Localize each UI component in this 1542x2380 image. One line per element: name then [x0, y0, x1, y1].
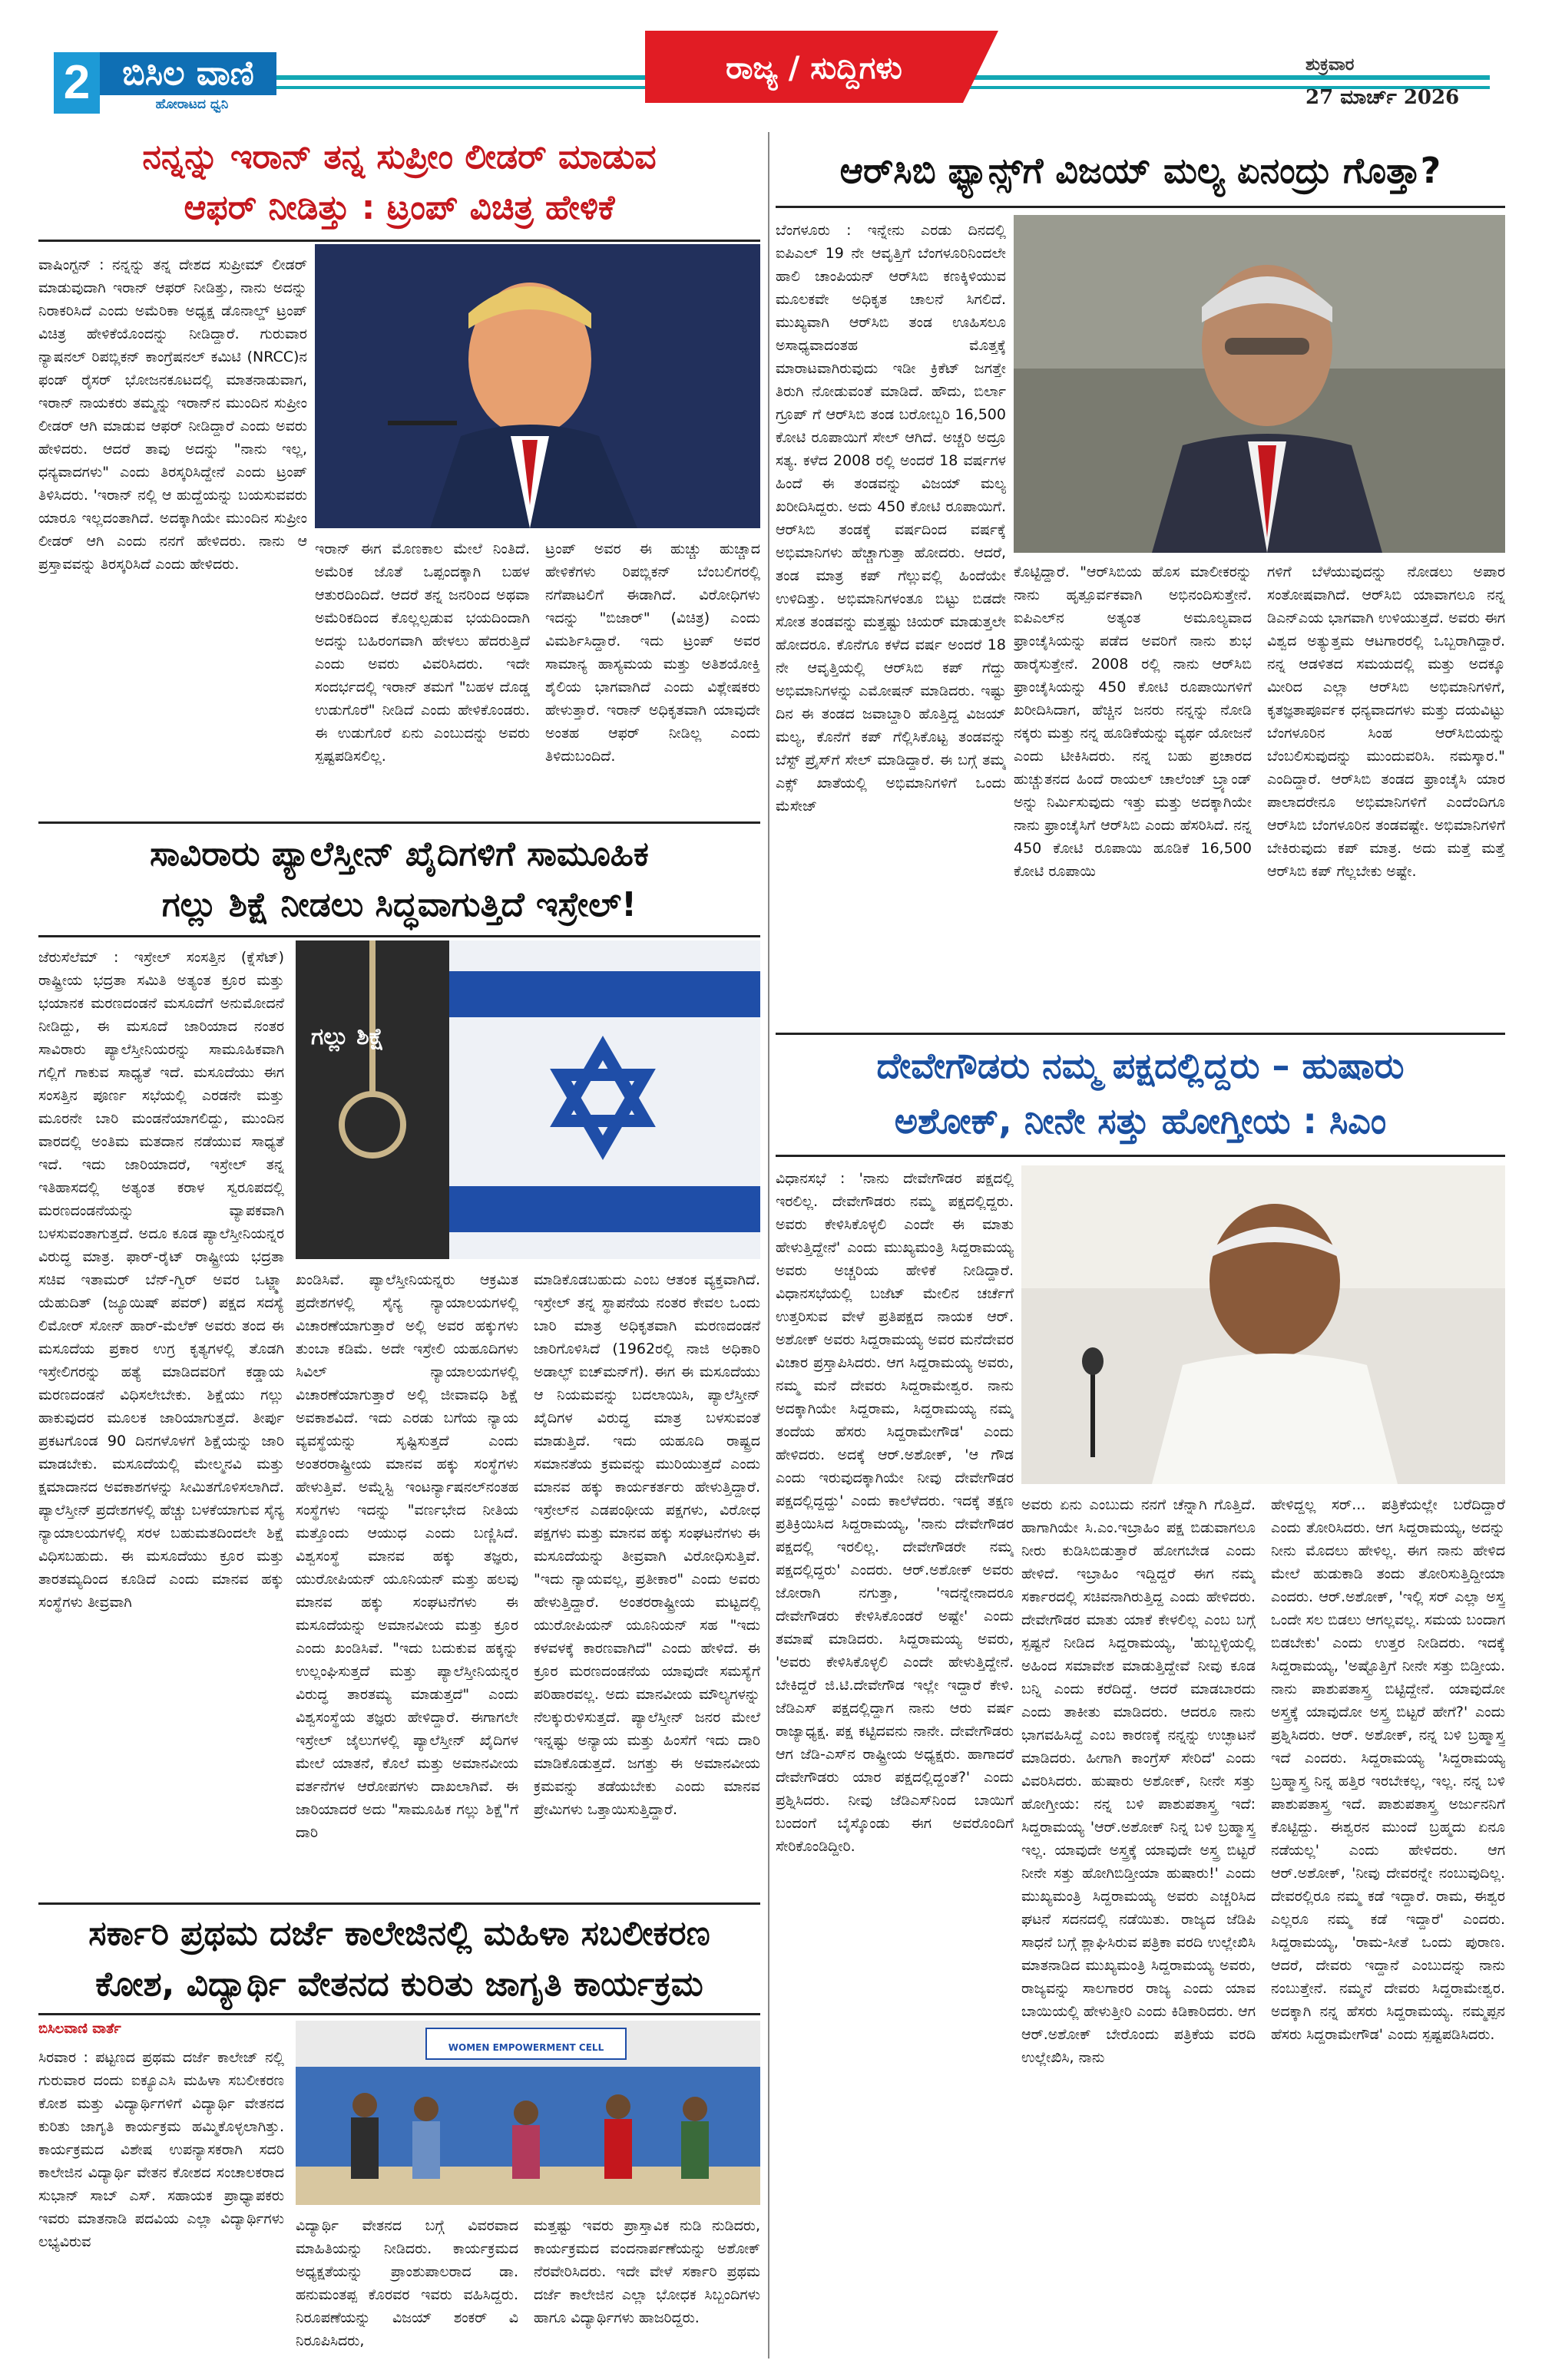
photo-caption: ಗಲ್ಲು ಶಿಕ್ಷೆ — [311, 1023, 385, 1050]
israel-flag-photo — [296, 940, 760, 1259]
issue-day: ಶುಕ್ರವಾರ — [1305, 55, 1355, 74]
story4-rule — [776, 1155, 1505, 1157]
story3-rule — [38, 935, 760, 937]
story3-col2: ಖಂಡಿಸಿವೆ. ಪ್ಯಾಲೆಸ್ತೀನಿಯನ್ನರು ಆಕ್ರಮಿತ ಪ್ರದೇಶಗಳಲ್ಲಿ ಸೈನ್ಯ ನ್ಯಾಯಾಲಯಗಳಲ್ಲಿ ವಿಚಾರಣೆಯಾಗುತ್ತಾರೆ ಅಲ್ಲಿ ಅವರ ಹಕ್ಕುಗಳು ತುಂಬಾ ಕಡಿಮೆ. ಅದೇ ಇಸ್ರೇಲಿ ಯಹೂದಿಗಳು ಸಿವಿಲ್ ನ್ಯಾಯಾಲಯಗಳಲ್ಲಿ ವಿಚಾರಣೆಯಾಗುತ್ತಾರೆ ಅಲ್ಲಿ ಜೀವಾವಧಿ ಶಿಕ್ಷೆ ಅವಕಾಶವಿದೆ. ಇದು ಎರಡು ಬಗೆಯ ನ್ಯಾಯ ವ್ಯವಸ್ಥೆಯನ್ನು ಸೃಷ್ಟಿಸುತ್ತದೆ ಎಂದು ಅಂತರರಾಷ್ಟ್ರೀಯ ಮಾನವ ಹಕ್ಕು ಸಂಸ್ಥೆಗಳು ಹೇಳುತ್ತಿವೆ. ಅಮ್ನೆಸ್ಟಿ ಇಂಟರ್ನ್ಯಾಷನಲ್‌ನಂತಹ ಸಂಸ್ಥೆಗಳು ಇದನ್ನು "ವರ್ಣಭೇದ ನೀತಿಯ ಮತ್ತೊಂದು ಆಯುಧ ಎಂದು ಬಣ್ಣಿಸಿದೆ. ವಿಶ್ವಸಂಸ್ಥೆ ಮಾನವ ಹಕ್ಕು ತಜ್ಞರು, ಯುರೋಪಿಯನ್ ಯೂನಿಯನ್ ಮತ್ತು ಹಲವು ಮಾನವ ಹಕ್ಕು ಸಂಘಟನೆಗಳು ಈ ಮಸೂದೆಯನ್ನು ಅಮಾನವೀಯ ಮತ್ತು ಕ್ರೂರ ಎಂದು ಖಂಡಿಸಿವೆ. "ಇದು ಬದುಕುವ ಹಕ್ಕನ್ನು ಉಲ್ಲಂಘಿಸುತ್ತದೆ ಮತ್ತು ಪ್ಯಾಲೆಸ್ತೀನಿಯನ್ನರ ವಿರುದ್ಧ ತಾರತಮ್ಯ ಮಾಡುತ್ತದೆ" ಎಂದು ವಿಶ್ವಸಂಸ್ಥೆಯ ತಜ್ಞರು ಹೇಳಿದ್ದಾರೆ. ಈಗಾಗಲೇ ಇಸ್ರೇಲ್ ಜೈಲುಗಳಲ್ಲಿ ಪ್ಯಾಲೆಸ್ತೀನ್ ಖೈದಿಗಳ ಮೇಲೆ ಯಾತನೆ, ಕೊಲೆ ಮತ್ತು ಅಮಾನವೀಯ ವರ್ತನೆಗಳ ಆರೋಪಗಳು ದಾಖಲಾಗಿವೆ. ಈ ಜಾರಿಯಾದರೆ ಅದು "ಸಾಮೂಹಿಕ ಗಲ್ಲು ಶಿಕ್ಷೆ"ಗೆ ದಾರಿ — [296, 1271, 518, 1841]
story1-headline-line2: ಆಫರ್ ನೀಡಿತ್ತು : ಟ್ರಂಪ್ ವಿಚಿತ್ರ ಹೇಳಿಕೆ — [184, 188, 615, 227]
page-number: 2 — [54, 52, 100, 114]
story5-col3: ಮತ್ತಷ್ಟು ಇವರು ಪ್ರಾಸ್ತಾವಿಕ ನುಡಿ ನುಡಿದರು, ಕಾರ್ಯಕ್ರಮದ ವಂದನಾರ್ಪಣೆಯನ್ನು ಅಶೋಕ್ ನೆರವೇರಿಸಿದರು. ಇದೇ ವೇಳೆ ಸರ್ಕಾರಿ ಪ್ರಥಮ ದರ್ಜೆ ಕಾಲೇಜಿನ ಎಲ್ಲಾ ಭೋಧಕ ಸಿಬ್ಬಂದಿಗಳು ಹಾಗೂ ವಿದ್ಯಾರ್ಥಿಗಳು ಹಾಜರಿದ್ದರು. — [534, 2217, 760, 2326]
college-event-photo — [296, 2021, 760, 2205]
story2-col3: ಗಳಿಗೆ ಬೆಳೆಯುವುದನ್ನು ನೋಡಲು ಅಪಾರ ಸಂತೋಷವಾಗಿದೆ. ಆರ್‌ಸಿಬಿ ಯಾವಾಗಲೂ ನನ್ನ ಡಿಎನ್‌ಎಯ ಭಾಗವಾಗಿ ಉಳಿಯುತ್ತದೆ. ಅವರು ಈಗ ವಿಶ್ವದ ಅತ್ಯುತ್ತಮ ಆಟಗಾರರಲ್ಲಿ ಒಬ್ಬರಾಗಿದ್ದಾರೆ. ನನ್ನ ಆಡಳಿತದ ಸಮಯದಲ್ಲಿ ಮತ್ತು ಅದಕ್ಕೂ ಮೀರಿದ ಎಲ್ಲಾ ಆರ್‌ಸಿಬಿ ಅಭಿಮಾನಿಗಳಿಗೆ, ಕೃತಜ್ಞತಾಪೂರ್ವಕ ಧನ್ಯವಾದಗಳು ಮತ್ತು ದಯವಿಟ್ಟು ಬೆಂಗಳೂರಿನ ಸಿಂಹ ಆರ್‌ಸಿಬಿಯನ್ನು ಬೆಂಬಲಿಸುವುದನ್ನು ಮುಂದುವರಿಸಿ. ನಮಸ್ಕಾರ." ಎಂದಿದ್ದಾರೆ. ಆರ್‌ಸಿಬಿ ತಂಡದ ಫ್ರಾಂಚೈಸಿ ಯಾರ ಪಾಲಾದರೇನೂ ಅಭಿಮಾನಿಗಳಿಗೆ ಎಂದೆಂದಿಗೂ ಆರ್‌ಸಿಬಿ ಬೆಂಗಳೂರಿನ ತಂಡವಷ್ಟೇ. ಅಭಿಮಾನಿಗಳಿಗೆ ಬೇಕಿರುವುದು ಕಪ್ ಮಾತ್ರ. ಅದು ಮತ್ತೆ ಮತ್ತೆ ಆರ್‌ಸಿಬಿ ಕಪ್ ಗೆಲ್ಲಬೇಕು ಅಷ್ಟೇ. — [1267, 564, 1505, 880]
story4-headline-line2: ಅಶೋಕ್, ನೀನೇ ಸತ್ತು ಹೋಗ್ತೀಯ : ಸಿಎಂ — [894, 1100, 1387, 1142]
paper-logo: ಬಿಸಿಲ ವಾಣಿ — [100, 52, 276, 95]
story4-col3: ಹೇಳಿದ್ದಲ್ಲ ಸರ್... ಪತ್ರಿಕೆಯಲ್ಲೇ ಬರೆದಿದ್ದಾರೆ ಎಂದು ತೋರಿಸಿದರು. ಆಗ ಸಿದ್ದರಾಮಯ್ಯ, ಅದನ್ನು ನೀನು ಮೊದಲು ಹೇಳಿಲ್ಲ. ಈಗ ನಾನು ಹೇಳಿದ ಮೇಲೆ ಹುಡುಕಾಡಿ ತಂದು ತೋರಿಸುತ್ತಿದ್ದೀಯಾ ಎಂದರು. ಆರ್.ಅಶೋಕ್, 'ಇಲ್ಲಿ ಸರ್ ಎಲ್ಲಾ ಅಸ್ತ್ರ ಒಂದೇ ಸಲ ಬಿಡಲು ಆಗಲ್ಲವಲ್ಲ. ಸಮಯ ಬಂದಾಗ ಬಿಡಬೇಕು' ಎಂದು ಉತ್ತರ ನೀಡಿದರು. ಇದಕ್ಕೆ ಸಿದ್ದರಾಮಯ್ಯ, 'ಅಷ್ಟೊತ್ತಿಗೆ ನೀನೇ ಸತ್ತು ಬಿಡ್ತೀಯ. ನಾನು ಪಾಶುಪತಾಸ್ತ್ರ ಬಿಟ್ಟಿದ್ದೇನೆ. ಯಾವುದೋ ಅಸ್ತ್ರಕ್ಕೆ ಯಾವುದೋ ಅಸ್ತ್ರ ಬಿಟ್ಟರೆ ಹೇಗೆ?' ಎಂದು ಪ್ರಶ್ನಿಸಿದರು. ಆರ್. ಅಶೋಕ್, ನನ್ನ ಬಳಿ ಬ್ರಹ್ಮಾಸ್ತ್ರ ಇದೆ ಎಂದರು. ಸಿದ್ದರಾಮಯ್ಯ 'ಸಿದ್ದರಾಮಯ್ಯ ಬ್ರಹ್ಮಾಸ್ತ್ರ ನಿನ್ನ ಹತ್ತಿರ ಇರಬೇಕಲ್ಲ, ಇಲ್ಲ. ನನ್ನ ಬಳಿ ಪಾಶುಪತಾಸ್ತ್ರ ಇದೆ. ಪಾಶುಪತಾಸ್ತ್ರ ಅರ್ಜುನನಿಗೆ ಕೊಟ್ಟಿದ್ದು. ಈಶ್ವರನ ಮುಂದೆ ಬ್ರಹ್ಮದು ಏನೂ ನಡೆಯಲ್ಲ' ಎಂದು ಹೇಳಿದರು. ಆಗ ಆರ್.ಅಶೋಕ್, 'ನೀವು ದೇವರನ್ನೇ ನಂಬುವುದಿಲ್ಲ. ದೇವರಲ್ಲಿರೂ ನಮ್ಮ ಕಡೆ ಇದ್ದಾರೆ. ರಾಮ, ಈಶ್ವರ ಎಲ್ಲರೂ ನಮ್ಮ ಕಡೆ ಇದ್ದಾರೆ' ಎಂದರು. ಸಿದ್ದರಾಮಯ್ಯ, 'ರಾಮ-ಸೀತೆ ಒಂದು ಪುರಾಣ. ಆದರೆ, ದೇವರು ಇದ್ದಾನೆ ಎಂಬುದನ್ನು ನಾನು ನಂಬುತ್ತೇನೆ. ನಮ್ಮನೆ ದೇವರು ಸಿದ್ದರಾಮೇಶ್ವರ. ಅದಕ್ಕಾಗಿ ನನ್ನ ಹೆಸರು ಸಿದ್ದರಾಮಯ್ಯ. ನಮ್ಮಪ್ಪನ ಹೆಸರು ಸಿದ್ದರಾಮೇಗೌಡ' ಎಂದು ಸ್ಪಷ್ಟಪಡಿಸಿದರು. — [1271, 1496, 1505, 2043]
story5-headline-line1: ಸರ್ಕಾರಿ ಪ್ರಥಮ ದರ್ಜೆ ಕಾಲೇಜಿನಲ್ಲಿ ಮಹಿಳಾ ಸಬಲೀಕರಣ — [88, 1914, 710, 1953]
masthead — [0, 0, 1542, 123]
story4-headline-line1: ದೇವೇಗೌಡರು ನಮ್ಮ ಪಕ್ಷದಲ್ಲಿದ್ದರು – ಹುಷಾರು — [876, 1045, 1405, 1086]
story5-rule — [38, 2013, 760, 2015]
story3-col3: ಮಾಡಿಕೊಡಬಹುದು ಎಂಬ ಆತಂಕ ವ್ಯಕ್ತವಾಗಿದೆ. ಇಸ್ರೇಲ್ ತನ್ನ ಸ್ಥಾಪನೆಯ ನಂತರ ಕೇವಲ ಒಂದು ಬಾರಿ ಮಾತ್ರ ಅಧಿಕೃತವಾಗಿ ಮರಣದಂಡನೆ ಜಾರಿಗೊಳಿಸಿದೆ (1962ರಲ್ಲಿ ನಾಜಿ ಅಧಿಕಾರಿ ಅಡಾಲ್ಫ್ ಐಚ್‌ಮನ್‌ಗೆ). ಈಗ ಈ ಮಸೂದೆಯು ಆ ನಿಯಮವನ್ನು ಬದಲಾಯಿಸಿ, ಪ್ಯಾಲೆಸ್ತೀನ್ ಖೈದಿಗಳ ವಿರುದ್ಧ ಮಾತ್ರ ಬಳಸುವಂತೆ ಮಾಡುತ್ತಿದೆ. ಇದು ಯಹೂದಿ ರಾಷ್ಟ್ರದ ಸಮಾನತೆಯ ಕ್ರಮವನ್ನು ಮುರಿಯುತ್ತದೆ ಎಂದು ಮಾನವ ಹಕ್ಕು ಕಾರ್ಯಕರ್ತರು ಹೇಳುತ್ತಿದ್ದಾರೆ. ಇಸ್ರೇಲ್‌ನ ಎಡಪಂಥೀಯ ಪಕ್ಷಗಳು, ವಿರೋಧ ಪಕ್ಷಗಳು ಮತ್ತು ಮಾನವ ಹಕ್ಕು ಸಂಘಟನೆಗಳು ಈ ಮಸೂದೆಯನ್ನು ತೀವ್ರವಾಗಿ ವಿರೋಧಿಸುತ್ತಿವೆ. "ಇದು ನ್ಯಾಯವಲ್ಲ, ಪ್ರತೀಕಾರ" ಎಂದು ಅವರು ಹೇಳುತ್ತಿದ್ದಾರೆ. ಅಂತರರಾಷ್ಟ್ರೀಯ ಮಟ್ಟದಲ್ಲಿ ಯುರೋಪಿಯನ್ ಯೂನಿಯನ್ ಸಹ "ಇದು ಕಳವಳಕ್ಕೆ ಕಾರಣವಾಗಿದೆ" ಎಂದು ಹೇಳಿದೆ. ಈ ಕ್ರೂರ ಮರಣದಂಡನೆಯ ಯಾವುದೇ ಸಮಸ್ಯೆಗೆ ಪರಿಹಾರವಲ್ಲ. ಅದು ಮಾನವೀಯ ಮೌಲ್ಯಗಳನ್ನು ನೆಲಕ್ಕುರುಳಿಸುತ್ತದೆ. ಪ್ಯಾಲೆಸ್ತೀನ್ ಜನರ ಮೇಲೆ ಇನ್ನಷ್ಟು ಅನ್ಯಾಯ ಮತ್ತು ಹಿಂಸೆಗೆ ಇದು ದಾರಿ ಮಾಡಿಕೊಡುತ್ತದೆ. ಜಗತ್ತು ಈ ಅಮಾನವೀಯ ಕ್ರಮವನ್ನು ತಡೆಯಬೇಕು ಎಂದು ಮಾನವ ಪ್ರೇಮಿಗಳು ಒತ್ತಾಯಿಸುತ್ತಿದ್ದಾರೆ. — [534, 1271, 760, 1818]
paper-tagline: ಹೋರಾಟದ ಧ್ವನಿ — [155, 97, 229, 112]
story4-col1: ವಿಧಾನಸಭೆ : 'ನಾನು ದೇವೇಗೌಡರ ಪಕ್ಷದಲ್ಲಿ ಇರಲಿಲ್ಲ. ದೇವೇಗೌಡರು ನಮ್ಮ ಪಕ್ಷದಲ್ಲಿದ್ದರು. ಅವರು ಕೇಳಿಸಿಕೊಳ್ಳಲಿ ಎಂದೇ ಈ ಮಾತು ಹೇಳುತ್ತಿದ್ದೇನೆ' ಎಂದು ಮುಖ್ಯಮಂತ್ರಿ ಸಿದ್ದರಾಮಯ್ಯ ಅವರು ಅಚ್ಚರಿಯ ಹೇಳಿಕೆ ನೀಡಿದ್ದಾರೆ. ವಿಧಾನಸಭೆಯಲ್ಲಿ ಬಜೆಟ್ ಮೇಲಿನ ಚರ್ಚೆಗೆ ಉತ್ತರಿಸುವ ವೇಳೆ ಪ್ರತಿಪಕ್ಷದ ನಾಯಕ ಆರ್. ಅಶೋಕ್ ಅವರು ಸಿದ್ದರಾಮಯ್ಯ ಅವರ ಮನೆದೇವರ ವಿಚಾರ ಪ್ರಸ್ತಾಪಿಸಿದರು. ಆಗ ಸಿದ್ದರಾಮಯ್ಯ ಅವರು, ನಮ್ಮ ಮನೆ ದೇವರು ಸಿದ್ದರಾಮೇಶ್ವರ. ನಾನು ಅದಕ್ಕಾಗಿಯೇ ಸಿದ್ದರಾಮ, ಸಿದ್ದರಾಮಯ್ಯ ನಮ್ಮ ತಂದೆಯ ಹೆಸರು ಸಿದ್ದರಾಮೇಗೌಡ' ಎಂದು ಹೇಳಿದರು. ಅದಕ್ಕೆ ಆರ್.ಅಶೋಕ್, 'ಆ ಗೌಡ ಎಂದು ಇರುವುದಕ್ಕಾಗಿಯೇ ನೀವು ದೇವೇಗೌಡರ ಪಕ್ಷದಲ್ಲಿದ್ದದ್ದು' ಎಂದು ಕಾಲೆಳೆದರು. ಇದಕ್ಕೆ ತಕ್ಷಣ ಪ್ರತಿಕ್ರಿಯಿಸಿದ ಸಿದ್ದರಾಮಯ್ಯ, 'ನಾನು ದೇವೇಗೌಡರ ಪಕ್ಷದಲ್ಲಿ ಇರಲಿಲ್ಲ. ದೇವೇಗೌಡರೇ ನಮ್ಮ ಪಕ್ಷದಲ್ಲಿದ್ದರು' ಎಂದರು. ಆರ್.ಅಶೋಕ್ ಅವರು ಜೋರಾಗಿ ನಗುತ್ತಾ, 'ಇದನ್ನೇನಾದರೂ ದೇವೇಗೌಡರು ಕೇಳಿಸಿಕೊಂಡರೆ ಅಷ್ಟೇ' ಎಂದು ತಮಾಷೆ ಮಾಡಿದರು. ಸಿದ್ದರಾಮಯ್ಯ ಅವರು, 'ಅವರು ಕೇಳಿಸಿಕೊಳ್ಳಲಿ ಎಂದೇ ಹೇಳುತ್ತಿದ್ದೇನೆ. ಬೇಕಿದ್ದರೆ ಜಿ.ಟಿ.ದೇವೇಗೌಡ ಇಲ್ಲೇ ಇದ್ದಾರೆ ಕೇಳಿ. ಜೆಡಿಎಸ್ ಪಕ್ಷದಲ್ಲಿದ್ದಾಗ ನಾನು ಆರು ವರ್ಷ ರಾಜ್ಯಾಧ್ಯಕ್ಷ. ಪಕ್ಷ ಕಟ್ಟಿದವನು ನಾನೇ. ದೇವೇಗೌಡರು ಆಗ ಜೆಡಿ-ಎಸ್‌ನ ರಾಷ್ಟ್ರೀಯ ಅಧ್ಯಕ್ಷರು. ಹಾಗಾದರೆ ದೇವೇಗೌಡರು ಯಾರ ಪಕ್ಷದಲ್ಲಿದ್ದಂತೆ?' ಎಂದು ಪ್ರಶ್ನಿಸಿದರು. ನೀವು ಜೆಡಿಎಸ್‌ನಿಂದ ಬಾಯಿಗೆ ಬಂದಂಗೆ ಬೈಸ್ಕೊಂಡು ಈಗ ಅವರೊಂದಿಗೆ ಸೇರಿಕೊಂಡಿದ್ದೀರಿ. — [776, 1170, 1014, 1855]
story5-headline-line2: ಕೋಶ, ವಿದ್ಯಾರ್ಥಿ ವೇತನದ ಕುರಿತು ಜಾಗೃತಿ ಕಾರ್ಯಕ್ರಮ — [95, 1965, 703, 2004]
story2-col1: ಬೆಂಗಳೂರು : ಇನ್ನೇನು ಎರಡು ದಿನದಲ್ಲಿ ಐಪಿಎಲ್ 19 ನೇ ಆವೃತ್ತಿಗೆ ಬೆಂಗಳೂರಿನಿಂದಲೇ ಹಾಲಿ ಚಾಂಪಿಯನ್ ಆರ್‌ಸಿಬಿ ಕಣಕ್ಕಿಳಿಯುವ ಮೂಲಕವೇ ಅಧಿಕೃತ ಚಾಲನೆ ಸಿಗಲಿದೆ. ಮುಖ್ಯವಾಗಿ ಆರ್‌ಸಿಬಿ ತಂಡ ಊಹಿಸಲೂ ಅಸಾಧ್ಯವಾದಂತಹ ಮೊತ್ತಕ್ಕೆ ಮಾರಾಟವಾಗಿರುವುದು ಇಡೀ ಕ್ರಿಕೆಟ್ ಜಗತ್ತೇ ತಿರುಗಿ ನೋಡುವಂತೆ ಮಾಡಿದೆ. ಹೌದು, ಬಿರ್ಲಾ ಗ್ರೂಪ್ ಗೆ ಆರ್‌ಸಿಬಿ ತಂಡ ಬರೋಬ್ಬರಿ 16,500 ಕೋಟಿ ರೂಪಾಯಿಗೆ ಸೇಲ್ ಆಗಿದೆ. ಅಚ್ಚರಿ ಅದ್ರೂ ಸತ್ಯ. ಕಳೆದ 2008 ರಲ್ಲಿ ಅಂದರೆ 18 ವರ್ಷಗಳ ಹಿಂದೆ ಈ ತಂಡವನ್ನು ವಿಜಯ್ ಮಲ್ಯ ಖರೀದಿಸಿದ್ದರು. ಅದು 450 ಕೋಟಿ ರೂಪಾಯಿಗೆ. ಆರ್‌ಸಿಬಿ ತಂಡಕ್ಕೆ ವರ್ಷದಿಂದ ವರ್ಷಕ್ಕೆ ಅಭಿಮಾನಿಗಳು ಹೆಚ್ಚಾಗುತ್ತಾ ಹೋದರು. ಆದರೆ, ತಂಡ ಮಾತ್ರ ಕಪ್ ಗೆಲ್ಲುವಲ್ಲಿ ಹಿಂದೆಯೇ ಉಳಿದಿತ್ತು. ಅಭಿಮಾನಿಗಳಂತೂ ಬಿಟ್ಟು ಬಿಡದೇ ಸೋತ ತಂಡವನ್ನು ಮತ್ತಷ್ಟು ಚಿಯರ್ ಮಾಡುತ್ತಲೇ ಹೋದರೂ. ಕೊನೆಗೂ ಕಳೆದ ವರ್ಷ ಅಂದರೆ 18 ನೇ ಆವೃತ್ತಿಯಲ್ಲಿ ಆರ್‌ಸಿಬಿ ಕಪ್ ಗೆದ್ದು ಅಭಿಮಾನಿಗಳನ್ನು ಎಮೋಷನ್ ಮಾಡಿದರು. ಇಷ್ಟು ದಿನ ಈ ತಂಡದ ಜವಾಬ್ದಾರಿ ಹೊತ್ತಿದ್ದ ವಿಜಯ್ ಮಲ್ಯ, ಕೊನೆಗೆ ಕಪ್ ಗೆಲ್ಲಿಸಿಕೊಟ್ಟ ತಂಡವನ್ನು ಬೆಸ್ಟ್ ಪ್ರೈಸ್‌ಗೆ ಸೇಲ್ ಮಾಡಿದ್ದಾರೆ. ಈ ಬಗ್ಗೆ ತಮ್ಮ ಎಕ್ಸ್ ಖಾತೆಯಲ್ಲಿ ಅಭಿಮಾನಿಗಳಿಗೆ ಒಂದು ಮೆಸೇಜ್ — [776, 222, 1006, 815]
story5-col1: ಸಿರವಾರ : ಪಟ್ಟಣದ ಪ್ರಥಮ ದರ್ಜೆ ಕಾಲೇಜ್ ನಲ್ಲಿ ಗುರುವಾರ ದಂದು ಐಕ್ಯೂಎಸಿ ಮಹಿಳಾ ಸಬಲೀಕರಣ ಕೋಶ ಮತ್ತು ವಿದ್ಯಾರ್ಥಿಗಳಿಗೆ ವಿದ್ಯಾರ್ಥಿ ವೇತನದ ಕುರಿತು ಜಾಗೃತಿ ಕಾರ್ಯಕ್ರಮ ಹಮ್ಮಿಕೊಳ್ಳಲಾಗಿತ್ತು. ಕಾರ್ಯಕ್ರಮದ ವಿಶೇಷ ಉಪನ್ಯಾಸಕರಾಗಿ ಸದರಿ ಕಾಲೇಜಿನ ವಿದ್ಯಾರ್ಥಿ ವೇತನ ಕೋಶದ ಸಂಚಾಲಕರಾದ ಸುಭಾನ್ ಸಾಬ್ ಎಸ್. ಸಹಾಯಕ ಪ್ರಾಧ್ಯಾಪಕರು ಇವರು ಮಾತನಾಡಿ ಪದವಿಯ ಎಲ್ಲಾ ವಿದ್ಯಾರ್ಥಿಗಳು ಲಭ್ಯವಿರುವ — [38, 2049, 284, 2250]
mallya-photo — [1014, 215, 1505, 553]
section-title: ರಾಜ್ಯ / ಸುದ್ದಿಗಳು — [726, 51, 902, 86]
trump-photo — [315, 244, 760, 528]
story4-col2: ಅವರು ಏನು ಎಂಬುದು ನನಗೆ ಚೆನ್ನಾಗಿ ಗೊತ್ತಿದೆ. ಹಾಗಾಗಿಯೇ ಸಿ.ಎಂ.ಇಬ್ರಾಹಿಂ ಪಕ್ಷ ಬಿಡುವಾಗಲೂ ನೀರು ಕುಡಿಸಿಬಿಡುತ್ತಾರೆ ಹೋಗಬೇಡ ಎಂದು ಹೇಳಿದೆ. ಇಬ್ರಾಹಿಂ ಇದ್ದಿದ್ದರೆ ಈಗ ನಮ್ಮ ಸರ್ಕಾರದಲ್ಲಿ ಸಚಿವನಾಗಿರುತ್ತಿದ್ದ ಎಂದು ಹೇಳಿದರು. ದೇವೇಗೌಡರ ಮಾತು ಯಾಕೆ ಕೇಳಲಿಲ್ಲ ಎಂಬ ಬಗ್ಗೆ ಸ್ಪಷ್ಟನೆ ನೀಡಿದ ಸಿದ್ದರಾಮಯ್ಯ, 'ಹುಬ್ಬಳ್ಳಿಯಲ್ಲಿ ಅಹಿಂದ ಸಮಾವೇಶ ಮಾಡುತ್ತಿದ್ದೇವೆ ನೀವು ಕೂಡ ಬನ್ನಿ ಎಂದು ಕರೆದಿದ್ದೆ. ಆದರೆ ಮಾಡಬಾರದು ಎಂದು ತಾಕೀತು ಮಾಡಿದರು. ಆದರೂ ನಾನು ಭಾಗವಹಿಸಿದ್ದೆ ಎಂಬ ಕಾರಣಕ್ಕೆ ನನ್ನನ್ನು ಉಚ್ಛಾಟನೆ ಮಾಡಿದರು. ಹೀಗಾಗಿ ಕಾಂಗ್ರೆಸ್ ಸೇರಿದೆ' ಎಂದು ವಿವರಿಸಿದರು. ಹುಷಾರು ಅಶೋಕ್, ನೀನೇ ಸತ್ತು ಹೋಗ್ತೀಯ: ನನ್ನ ಬಳಿ ಪಾಶುಪತಾಸ್ತ್ರ ಇದೆ: ಸಿದ್ದರಾಮಯ್ಯ 'ಆರ್.ಅಶೋಕ್ ನಿನ್ನ ಬಳಿ ಬ್ರಹ್ಮಾಸ್ತ್ರ ಇಲ್ಲ. ಯಾವುದೇ ಅಸ್ತ್ರಕ್ಕೆ ಯಾವುದೇ ಅಸ್ತ್ರ ಬಿಟ್ಟರೆ ನೀನೇ ಸತ್ತು ಹೋಗಿಬಿಡ್ತೀಯಾ ಹುಷಾರು!' ಎಂದು ಮುಖ್ಯಮಂತ್ರಿ ಸಿದ್ದರಾಮಯ್ಯ ಅವರು ಎಚ್ಚರಿಸಿದ ಘಟನೆ ಸದನದಲ್ಲಿ ನಡೆಯಿತು. ರಾಜ್ಯದ ಜೆಡಿಪಿ ಸಾಧನೆ ಬಗ್ಗೆ ಶ್ಲಾಘಿಸಿರುವ ಪತ್ರಿಕಾ ವರದಿ ಉಲ್ಲೇಖಿಸಿ ಮಾತನಾಡಿದ ಮುಖ್ಯಮಂತ್ರಿ ಸಿದ್ದರಾಮಯ್ಯ ಅವರು, ರಾಜ್ಯವನ್ನು ಸಾಲಗಾರರ ರಾಜ್ಯ ಎಂದು ಯಾವ ಬಾಯಿಯಲ್ಲಿ ಹೇಳುತ್ತೀರಿ ಎಂದು ಕಿಡಿಕಾರಿದರು. ಆಗ ಆರ್.ಅಶೋಕ್ ಬೇರೊಂದು ಪತ್ರಿಕೆಯ ವರದಿ ಉಲ್ಲೇಖಿಸಿ, ನಾನು — [1021, 1496, 1256, 2066]
story3-headline-line2: ಗಲ್ಲು ಶಿಕ್ಷೆ ನೀಡಲು ಸಿದ್ಧವಾಗುತ್ತಿದೆ ಇಸ್ರೇಲ್! — [161, 885, 637, 924]
story3-top-rule — [38, 821, 760, 824]
story1-rule — [38, 240, 760, 242]
story3-headline-line1: ಸಾವಿರಾರು ಪ್ಯಾಲೆಸ್ತೀನ್ ಖೈದಿಗಳಿಗೆ ಸಾಮೂಹಿಕ — [150, 835, 649, 874]
column-divider — [768, 132, 769, 2359]
story1-col2: ಇರಾನ್ ಈಗ ಮೊಣಕಾಲ ಮೇಲೆ ನಿಂತಿದೆ. ಅಮೆರಿಕ ಜೊತೆ ಒಪ್ಪಂದಕ್ಕಾಗಿ ಬಹಳ ಆತುರದಿಂದಿದೆ. ಆದರೆ ತನ್ನ ಜನರಿಂದ ಅಥವಾ ಅಮೆರಿಕದಿಂದ ಕೊಲ್ಲಲ್ಪಡುವ ಭಯದಿಂದಾಗಿ ಅದನ್ನು ಬಹಿರಂಗವಾಗಿ ಹೇಳಲು ಹೆದರುತ್ತಿದೆ ಎಂದು ಅವರು ವಿವರಿಸಿದರು. ಇದೇ ಸಂದರ್ಭದಲ್ಲಿ ಇರಾನ್ ತಮಗೆ "ಬಹಳ ದೊಡ್ಡ ಉಡುಗೊರೆ" ನೀಡಿದೆ ಎಂದು ಹೇಳಿಕೊಂಡರು. ಈ ಉಡುಗೊರೆ ಏನು ಎಂಬುದನ್ನು ಅವರು ಸ್ಪಷ್ಟಪಡಿಸಲಿಲ್ಲ. — [315, 540, 530, 765]
siddaramaiah-photo — [1021, 1165, 1505, 1484]
story1-headline-line1: ನನ್ನನ್ನು ಇರಾನ್ ತನ್ನ ಸುಪ್ರೀಂ ಲೀಡರ್ ಮಾಡುವ — [142, 137, 657, 177]
story2-col2: ಕೊಟ್ಟಿದ್ದಾರೆ. "ಆರ್‌ಸಿಬಿಯ ಹೊಸ ಮಾಲೀಕರನ್ನು ನಾನು ಹೃತ್ಪೂರ್ವಕವಾಗಿ ಅಭಿನಂದಿಸುತ್ತೇನೆ. ಐಪಿಎಲ್‌ನ ಅತ್ಯಂತ ಅಮೂಲ್ಯವಾದ ಫ್ರಾಂಚೈಸಿಯನ್ನು ಪಡೆದ ಅವರಿಗೆ ನಾನು ಶುಭ ಹಾರೈಸುತ್ತೇನೆ. 2008 ರಲ್ಲಿ ನಾನು ಆರ್‌ಸಿಬಿ ಫ್ರಾಂಚೈಸಿಯನ್ನು 450 ಕೋಟಿ ರೂಪಾಯಿಗಳಿಗೆ ಖರೀದಿಸಿದಾಗ, ಹೆಚ್ಚಿನ ಜನರು ನನ್ನನ್ನು ನೋಡಿ ನಕ್ಕರು ಮತ್ತು ನನ್ನ ಹೂಡಿಕೆಯನ್ನು ವ್ಯರ್ಥ ಯೋಜನೆ ಎಂದು ಟೀಕಿಸಿದರು. ನನ್ನ ಬಹು ಪ್ರಚಾರದ ಹುಚ್ಚುತನದ ಹಿಂದೆ ರಾಯಲ್ ಚಾಲೆಂಜ್ ಬ್ರ್ಯಾಂಡ್ ಅನ್ನು ನಿರ್ಮಿಸುವುದು ಇತ್ತು ಮತ್ತು ಅದಕ್ಕಾಗಿಯೇ ನಾನು ಫ್ರಾಂಚೈಸಿಗೆ ಆರ್‌ಸಿಬಿ ಎಂದು ಹೆಸರಿಸಿದೆ. ನನ್ನ 450 ಕೋಟಿ ರೂಪಾಯಿ ಹೂಡಿಕೆ 16,500 ಕೋಟಿ ರೂಪಾಯಿ — [1014, 564, 1252, 880]
story1-col1: ವಾಷಿಂಗ್ಟನ್ : ನನ್ನನ್ನು ತನ್ನ ದೇಶದ ಸುಪ್ರೀಮ್ ಲೀಡರ್ ಮಾಡುವುದಾಗಿ ಇರಾನ್ ಆಫರ್ ನೀಡಿತ್ತು, ನಾನು ಅದನ್ನು ನಿರಾಕರಿಸಿದೆ ಎಂದು ಅಮೆರಿಕಾ ಅಧ್ಯಕ್ಷ ಡೊನಾಲ್ಡ್ ಟ್ರಂಪ್ ವಿಚಿತ್ರ ಹೇಳಿಕೆಯೊಂದನ್ನು ನೀಡಿದ್ದಾರೆ. ಗುರುವಾರ ನ್ಯಾಷನಲ್ ರಿಪಬ್ಲಿಕನ್ ಕಾಂಗ್ರೆಷನಲ್ ಕಮಿಟಿ (NRCC)ನ ಫಂಡ್ ರೈಸರ್ ಭೋಜನಕೂಟದಲ್ಲಿ ಮಾತನಾಡುವಾಗ, ಇರಾನ್ ನಾಯಕರು ತಮ್ಮನ್ನು ಇರಾನ್‌ನ ಮುಂದಿನ ಸುಪ್ರೀಂ ಲೀಡರ್ ಆಗಿ ಮಾಡುವ ಆಫರ್ ನೀಡಿದ್ದಾರೆ ಎಂದು ಅವರು ಹೇಳಿದರು. ಆದರೆ ತಾವು ಅದನ್ನು "ನಾನು ಇಲ್ಲ, ಧನ್ಯವಾದಗಳು" ಎಂದು ತಿರಸ್ಕರಿಸಿದ್ದೇನೆ ಎಂದು ಟ್ರಂಪ್ ತಿಳಿಸಿದರು. 'ಇರಾನ್ ನಲ್ಲಿ ಆ ಹುದ್ದೆಯನ್ನು ಬಯಸುವವರು ಯಾರೂ ಇಲ್ಲದಂತಾಗಿದೆ. ಅದಕ್ಕಾಗಿಯೇ ಮುಂದಿನ ಸುಪ್ರೀಂ ಲೀಡರ್ ಆಗಿ ಎಂದು ನನಗೆ ಹೇಳಿದರು. ನಾನು ಆ ಪ್ರಸ್ತಾವವನ್ನು ತಿರಸ್ಕರಿಸಿದೆ ಎಂದು ಹೇಳಿದರು. — [38, 256, 307, 573]
story2-headline: ಆರ್‌ಸಿಬಿ ಫ್ಯಾನ್ಸ್‌ಗೆ ವಿಜಯ್ ಮಲ್ಯ ಏನಂದ್ರು ಗೊತ್ತಾ? — [839, 150, 1441, 191]
story4-top-rule — [776, 1033, 1505, 1035]
issue-date: 27 ಮಾರ್ಚ್ 2026 — [1305, 86, 1460, 109]
story5-byline: ಬಿಸಿಲವಾಣಿ ವಾರ್ತೆ — [38, 2021, 121, 2037]
story1-col3: ಟ್ರಂಪ್ ಅವರ ಈ ಹುಚ್ಚು ಹುಚ್ಚಾದ ಹೇಳಿಕೆಗಳು ರಿಪಬ್ಲಿಕನ್ ಬೆಂಬಲಿಗರಲ್ಲಿ ನಗೆಪಾಟಲಿಗೆ ಈಡಾಗಿದೆ. ವಿರೋಧಿಗಳು ಇದನ್ನು "ಬಿಜಾರ್" (ವಿಚಿತ್ರ) ಎಂದು ವಿಮರ್ಶಿಸಿದ್ದಾರೆ. ಇದು ಟ್ರಂಪ್ ಅವರ ಸಾಮಾನ್ಯ ಹಾಸ್ಯಮಯ ಮತ್ತು ಅತಿಶಯೋಕ್ತಿ ಶೈಲಿಯ ಭಾಗವಾಗಿದೆ ಎಂದು ವಿಶ್ಲೇಷಕರು ಹೇಳುತ್ತಾರೆ. ಇರಾನ್ ಅಧಿಕೃತವಾಗಿ ಯಾವುದೇ ಅಂತಹ ಆಫರ್ ನೀಡಿಲ್ಲ ಎಂದು ತಿಳಿದುಬಂದಿದೆ. — [545, 540, 760, 765]
story5-col2: ವಿದ್ಯಾರ್ಥಿ ವೇತನದ ಬಗ್ಗೆ ವಿವರವಾದ ಮಾಹಿತಿಯನ್ನು ನೀಡಿದರು. ಕಾರ್ಯಕ್ರಮದ ಅಧ್ಯಕ್ಷತೆಯನ್ನು ಪ್ರಾಂಶುಪಾಲರಾದ ಡಾ. ಹನುಮಂತಪ್ಪ ಕೊರವರ ಇವರು ವಹಿಸಿದ್ದರು. ನಿರೂಪಣೆಯನ್ನು ವಿಜಯ್ ಶಂಕರ್ ವಿ ನಿರೂಪಿಸಿದರು, — [296, 2217, 518, 2349]
banner-text: WOMEN EMPOWERMENT CELL — [448, 2042, 604, 2053]
story5-top-rule — [38, 1902, 760, 1905]
story2-rule — [776, 206, 1505, 208]
story3-col1: ಜೆರುಸೆಲೆಮ್ : ಇಸ್ರೇಲ್ ಸಂಸತ್ತಿನ (ಕ್ನೆಸೆಟ್) ರಾಷ್ಟ್ರೀಯ ಭದ್ರತಾ ಸಮಿತಿ ಅತ್ಯಂತ ಕ್ರೂರ ಮತ್ತು ಭಯಾನಕ ಮರಣದಂಡನೆ ಮಸೂದೆಗೆ ಅನುಮೋದನೆ ನೀಡಿದ್ದು, ಈ ಮಸೂದೆ ಜಾರಿಯಾದ ನಂತರ ಸಾವಿರಾರು ಪ್ಯಾಲೆಸ್ತೀನಿಯರನ್ನು ಸಾಮೂಹಿಕವಾಗಿ ಗಲ್ಲಿಗೆ ಗಾಕುವ ಸಾಧ್ಯತೆ ಇದೆ. ಮಸೂದೆಯು ಈಗ ಸಂಸತ್ತಿನ ಪೂರ್ಣ ಸಭೆಯಲ್ಲಿ ಎರಡನೇ ಮತ್ತು ಮೂರನೇ ಬಾರಿ ಮಂಡನೆಯಾಗಲಿದ್ದು, ಮುಂದಿನ ವಾರದಲ್ಲಿ ಅಂತಿಮ ಮತದಾನ ನಡೆಯುವ ಸಾಧ್ಯತೆ ಇದೆ. ಇದು ಜಾರಿಯಾದರೆ, ಇಸ್ರೇಲ್ ತನ್ನ ಇತಿಹಾಸದಲ್ಲಿ ಅತ್ಯಂತ ಕರಾಳ ಸ್ವರೂಪದಲ್ಲಿ ಮರಣದಂಡನೆಯನ್ನು ವ್ಯಾಪಕವಾಗಿ ಬಳಸುವಂತಾಗುತ್ತದೆ. ಅದೂ ಕೂಡ ಪ್ಯಾಲೆಸ್ತೀನಿಯನ್ನರ ವಿರುದ್ಧ ಮಾತ್ರ. ಫಾರ್-ರೈಟ್ ರಾಷ್ಟ್ರೀಯ ಭದ್ರತಾ ಸಚಿವ ಇತಾಮರ್ ಬೆನ್-ಗ್ವಿರ್ ಅವರ ಒಟ್ಜ್ಮಾ ಯೆಹುದಿತ್ (ಜ್ಯೂಯಿಷ್ ಪವರ್) ಪಕ್ಷದ ಸದಸ್ಯೆ ಲಿಮೋರ್ ಸೋನ್ ಹಾರ್-ಮೆಲೆಕ್ ಅವರು ತಂದ ಈ ಮಸೂದೆಯ ಪ್ರಕಾರ ಉಗ್ರ ಕೃತ್ಯಗಳಲ್ಲಿ ತೊಡಗಿ ಇಸ್ರೇಲಿಗರನ್ನು ಹತ್ಯೆ ಮಾಡಿದವರಿಗೆ ಕಡ್ಡಾಯ ಮರಣದಂಡನೆ ವಿಧಿಸಲೇಬೇಕು. ಶಿಕ್ಷೆಯು ಗಲ್ಲು ಹಾಕುವುದರ ಮೂಲಕ ಜಾರಿಯಾಗುತ್ತದೆ. ತೀರ್ಪು ಪ್ರಕಟಗೊಂಡ 90 ದಿನಗಳೊಳಗೆ ಶಿಕ್ಷೆಯನ್ನು ಜಾರಿ ಮಾಡಬೇಕು. ಮಸೂದೆಯಲ್ಲಿ ಮೇಲ್ಮನವಿ ಮತ್ತು ಕ್ಷಮಾದಾನದ ಅವಕಾಶಗಳನ್ನು ಸೀಮಿತಗೊಳಿಸಲಾಗಿದೆ. ಪ್ಯಾಲೆಸ್ತೀನ್ ಪ್ರದೇಶಗಳಲ್ಲಿ ಹೆಚ್ಚು ಬಳಕೆಯಾಗುವ ಸೈನ್ಯ ನ್ಯಾಯಾಲಯಗಳಲ್ಲಿ ಸರಳ ಬಹುಮತದಿಂದಲೇ ಶಿಕ್ಷೆ ವಿಧಿಸಬಹುದು. ಈ ಮಸೂದೆಯು ಕ್ರೂರ ಮತ್ತು ತಾರತಮ್ಯದಿಂದ ಕೂಡಿದೆ ಎಂದು ಮಾನವ ಹಕ್ಕು ಸಂಸ್ಥೆಗಳು ತೀವ್ರವಾಗಿ — [38, 949, 284, 1611]
